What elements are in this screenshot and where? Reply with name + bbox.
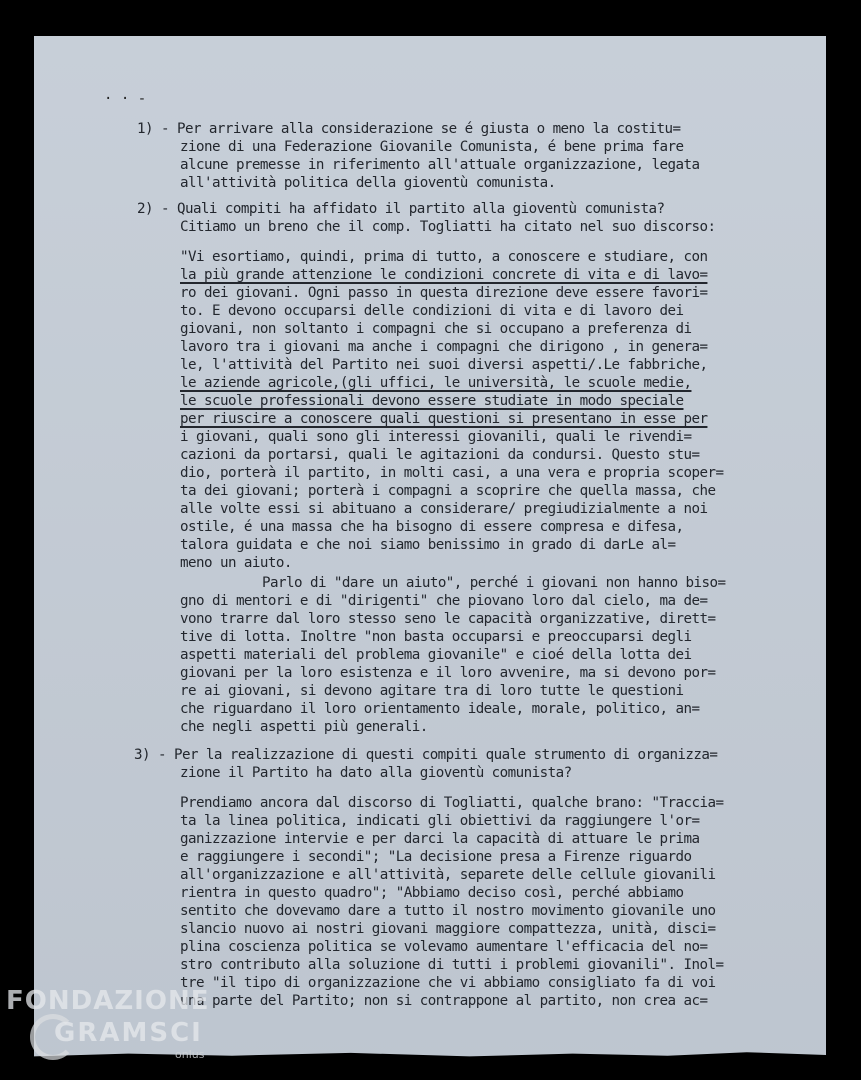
- text-line: le aziende agricole,(gli uffici, le università, le scuole medie,: [180, 375, 692, 391]
- text-line: re ai giovani, si devono agitare tra di loro tutte le questioni: [180, 683, 684, 699]
- text-line: ostile, é una massa che ha bisogno di essere compresa e difesa,: [180, 519, 684, 535]
- watermark-fondazione: FONDAZIONE: [6, 986, 210, 1016]
- text-line: Citiamo un breno che il comp. Togliatti ha citato nel suo discorso:: [180, 219, 716, 235]
- text-line: ta dei giovani; porterà i compagni a scoprire che quella massa, che: [180, 483, 716, 499]
- text-line: all'attività politica della gioventù comunista.: [180, 175, 556, 191]
- text-line: zione il Partito ha dato alla gioventù comunista?: [180, 765, 572, 781]
- text-line: slancio nuovo ai nostri giovani maggiore compattezza, unità, disci=: [180, 921, 716, 937]
- text-line: stro contributo alla soluzione di tutti i problemi giovanili". Inol=: [180, 957, 724, 973]
- text-line: vono trarre dal loro stesso seno le capacità organizzative, dirett=: [180, 611, 716, 627]
- text-line: gno di mentori e di "dirigenti" che piovano loro dal cielo, ma de=: [180, 593, 708, 609]
- text-line: 1) - Per arrivare alla considerazione se é giusta o meno la costitu=: [137, 121, 681, 137]
- text-line: sentito che dovevamo dare a tutto il nostro movimento giovanile uno: [180, 903, 716, 919]
- text-line: 2) - Quali compiti ha affidato il partito alla gioventù comunista?: [137, 201, 665, 217]
- text-line: che negli aspetti più generali.: [180, 719, 428, 735]
- text-line: per riuscire a conoscere quali questioni si presentano in esse per: [180, 411, 708, 427]
- text-line: la più grande attenzione le condizioni concrete di vita e di lavo=: [180, 267, 708, 283]
- text-line: e raggiungere i secondi"; "La decisione presa a Firenze riguardo: [180, 849, 692, 865]
- text-line: Parlo di "dare un aiuto", perché i giovani non hanno biso=: [262, 575, 726, 591]
- text-line: alcune premesse in riferimento all'attuale organizzazione, legata: [180, 157, 700, 173]
- text-line: all'organizzazione e all'attività, separete delle cellule giovanili: [180, 867, 716, 883]
- text-line: lavoro tra i giovani ma anche i compagni che dirigono , in genera=: [180, 339, 708, 355]
- text-line: Prendiamo ancora dal discorso di Togliatti, qualche brano: "Traccia=: [180, 795, 724, 811]
- text-line: dio, porterà il partito, in molti casi, a una vera e propria scoper=: [180, 465, 724, 481]
- text-line: 3) - Per la realizzazione di questi compiti quale strumento di organizza=: [134, 747, 718, 763]
- text-line: ta la linea politica, indicati gli obiettivi da raggiungere l'or=: [180, 813, 700, 829]
- text-line: tre "il tipo di organizzazione che vi abbiamo consigliato fa di voi: [180, 975, 716, 991]
- text-line: ganizzazione intervie e per darci la capacità di attuare le prima: [180, 831, 700, 847]
- text-line: alle volte essi si abituano a considerare/ pregiudizialmente a noi: [180, 501, 708, 517]
- torn-edge: [34, 1048, 826, 1062]
- text-line: "Vi esortiamo, quindi, prima di tutto, a conoscere e studiare, con: [180, 249, 708, 265]
- watermark-gramsci: GRAMSCI: [54, 1018, 203, 1048]
- text-line: le scuole professionali devono essere studiate in modo speciale: [180, 393, 684, 409]
- text-line: i giovani, quali sono gli interessi giovanili, quali le rivendi=: [180, 429, 692, 445]
- text-line: to. E devono occuparsi delle condizioni di vita e di lavoro dei: [180, 303, 684, 319]
- text-line: una parte del Partito; non si contrappone al partito, non crea ac=: [180, 993, 708, 1009]
- watermark-onlus: onlus: [175, 1048, 205, 1061]
- text-line: tive di lotta. Inoltre "non basta occuparsi e preoccuparsi degli: [180, 629, 692, 645]
- text-line: giovani per la loro esistenza e il loro avvenire, ma si devono por=: [180, 665, 716, 681]
- text-line: zione di una Federazione Giovanile Comunista, é bene prima fare: [180, 139, 684, 155]
- text-line: giovani, non soltanto i compagni che si occupano a preferenza di: [180, 321, 692, 337]
- text-line: plina coscienza politica se volevamo aumentare l'efficacia del no=: [180, 939, 708, 955]
- text-line: talora guidata e che noi siamo benissimo in grado di darLe al=: [180, 537, 676, 553]
- text-line: che riguardano il loro orientamento ideale, morale, politico, an=: [180, 701, 700, 717]
- text-line: le, l'attività del Partito nei suoi diversi aspetti/.Le fabbriche,: [180, 357, 708, 373]
- text-line: meno un aiuto.: [180, 555, 292, 571]
- text-line: ro dei giovani. Ogni passo in questa direzione deve essere favori=: [180, 285, 708, 301]
- text-line: aspetti materiali del problema giovanile" e cioé della lotta dei: [180, 647, 692, 663]
- punch-marks: · · ‑: [104, 91, 147, 107]
- text-line: rientra in questo quadro"; "Abbiamo deciso così, perché abbiamo: [180, 885, 684, 901]
- text-line: cazioni da portarsi, quali le agitazioni da condursi. Questo stu=: [180, 447, 700, 463]
